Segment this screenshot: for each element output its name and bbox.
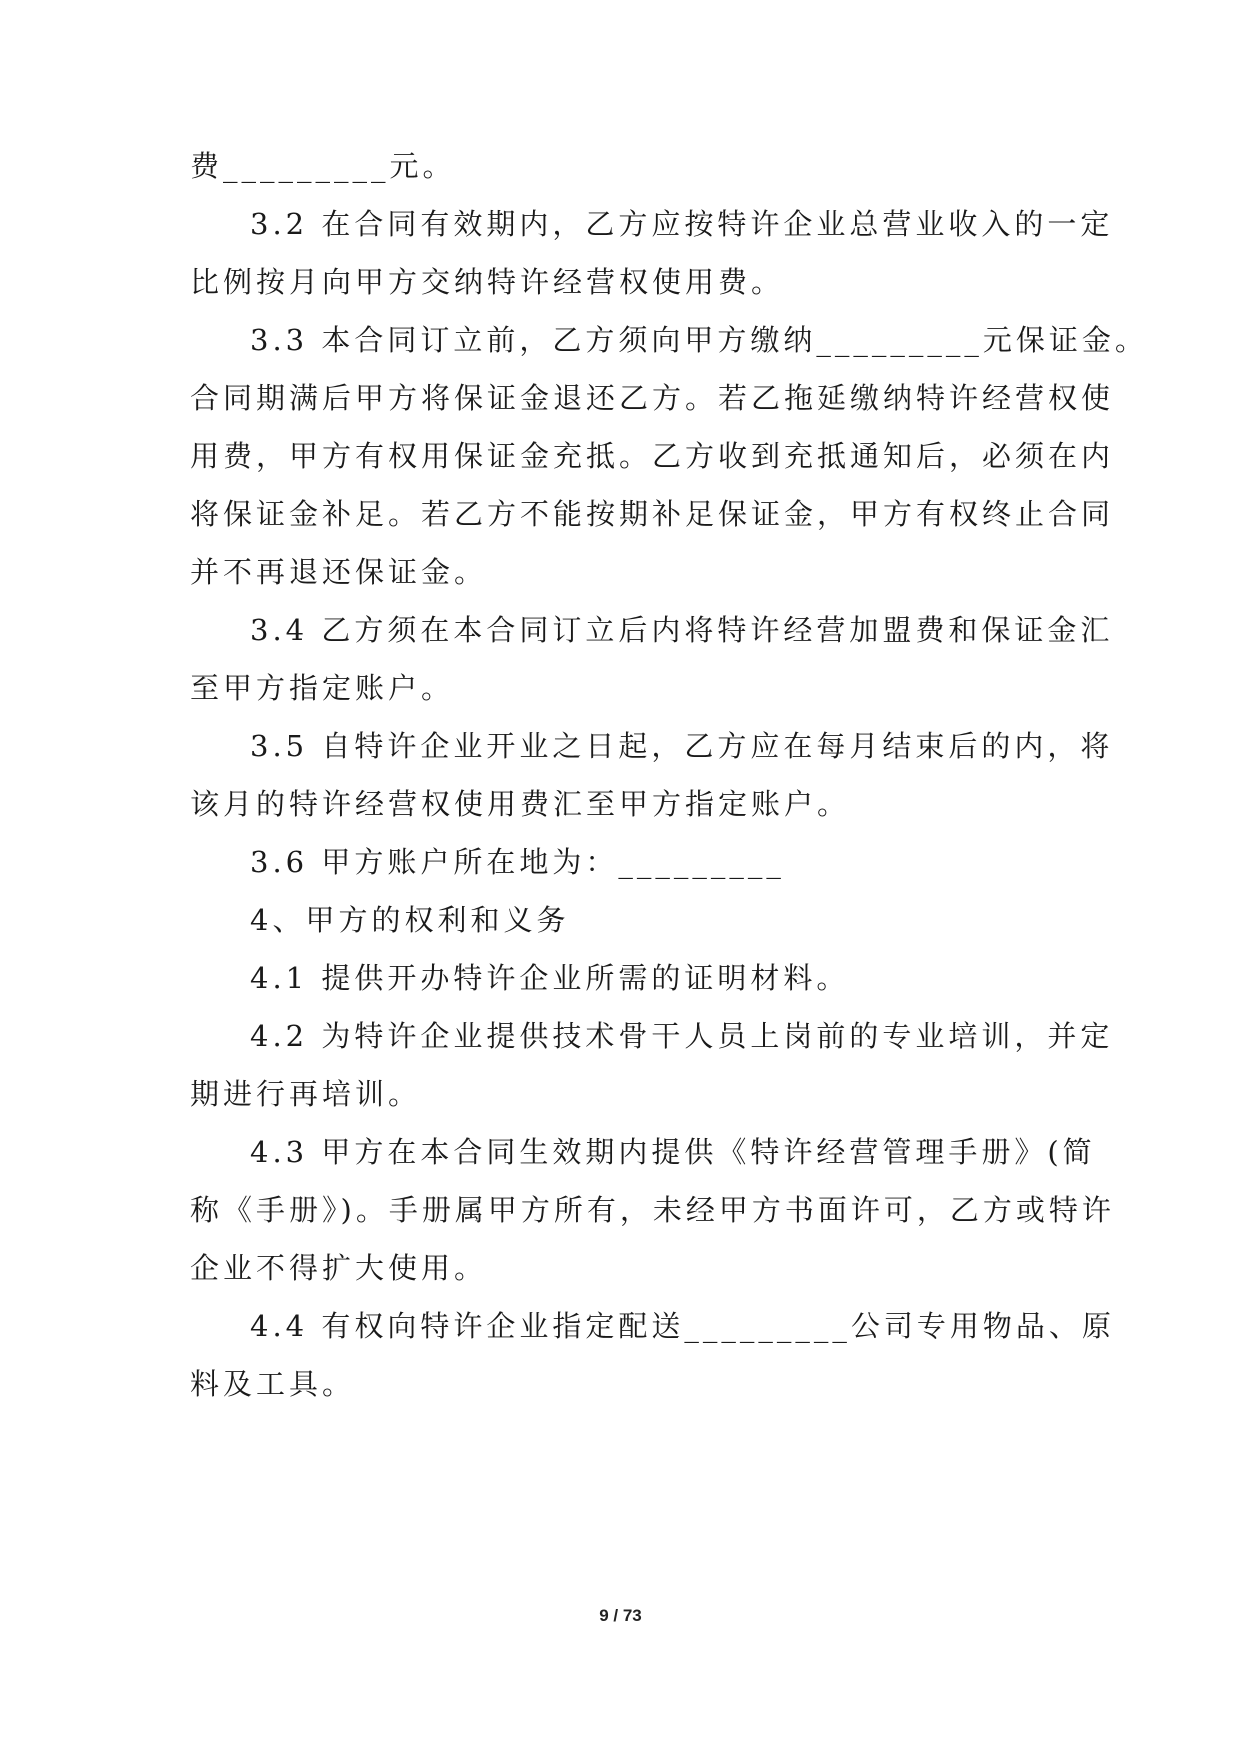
text-line: 料及工具。 bbox=[190, 1367, 356, 1401]
text-line: 4.3 甲方在本合同生效期内提供《特许经营管理手册》(简 bbox=[250, 1135, 1096, 1169]
text-line: 期进行再培训。 bbox=[190, 1077, 422, 1111]
text-line: 比例按月向甲方交纳特许经营权使用费。 bbox=[190, 265, 785, 299]
text-line: 3.3 本合同订立前，乙方须向甲方缴纳_________元保证金。 bbox=[250, 323, 1148, 357]
section-heading: 4、甲方的权利和义务 bbox=[250, 903, 570, 937]
text-line: 用费，甲方有权用保证金充抵。乙方收到充抵通知后，必须在内 bbox=[190, 439, 1115, 473]
text-line: 企业不得扩大使用。 bbox=[190, 1251, 488, 1285]
text-line: 4.4 有权向特许企业指定配送_________公司专用物品、原 bbox=[250, 1309, 1115, 1343]
text-line: 3.6 甲方账户所在地为：_________ bbox=[250, 845, 785, 879]
text-line: 3.5 自特许企业开业之日起，乙方应在每月结束后的内，将 bbox=[250, 729, 1114, 763]
text-line: 该月的特许经营权使用费汇至甲方指定账户。 bbox=[190, 787, 851, 821]
text-line: 并不再退还保证金。 bbox=[190, 555, 488, 589]
text-line: 费_________元。 bbox=[190, 149, 456, 183]
text-line: 称《手册》)。手册属甲方所有，未经甲方书面许可，乙方或特许 bbox=[190, 1193, 1115, 1227]
text-line: 4.2 为特许企业提供技术骨干人员上岗前的专业培训，并定 bbox=[250, 1019, 1114, 1053]
text-line: 3.4 乙方须在本合同订立后内将特许经营加盟费和保证金汇 bbox=[250, 613, 1114, 647]
text-line: 合同期满后甲方将保证金退还乙方。若乙拖延缴纳特许经营权使 bbox=[190, 381, 1115, 415]
page-number: 9 / 73 bbox=[599, 1606, 642, 1625]
text-line: 3.2 在合同有效期内，乙方应按特许企业总营业收入的一定 bbox=[250, 207, 1114, 241]
text-line: 将保证金补足。若乙方不能按期补足保证金，甲方有权终止合同 bbox=[190, 497, 1115, 531]
text-line: 4.1 提供开办特许企业所需的证明材料。 bbox=[250, 961, 850, 995]
text-line: 至甲方指定账户。 bbox=[190, 671, 455, 705]
